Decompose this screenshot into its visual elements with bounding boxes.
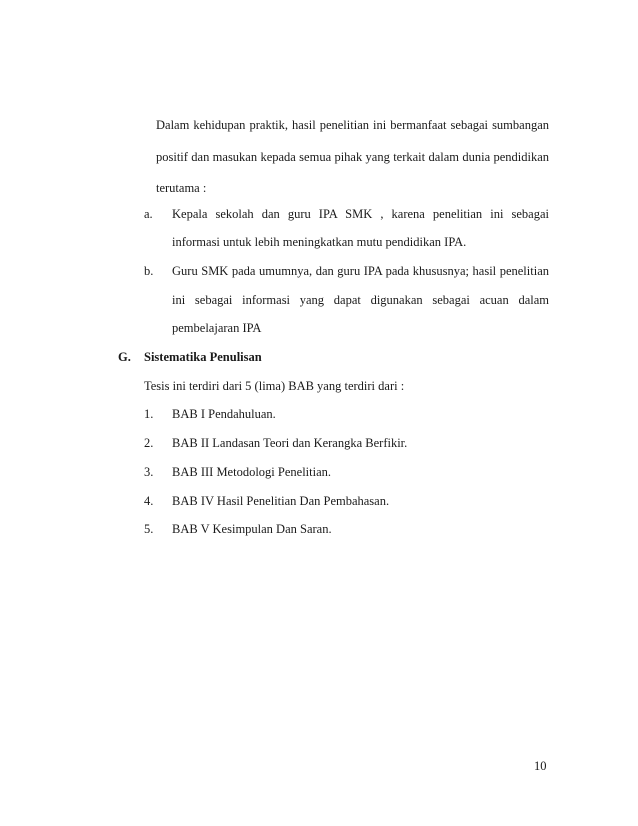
item-number-5: 5.	[144, 522, 154, 536]
item-text-2: BAB II Landasan Teori dan Kerangka Berfikir.	[172, 436, 408, 450]
list-marker-b: b.	[144, 264, 154, 278]
item-number-1: 1.	[144, 407, 154, 421]
intro-line-1: Dalam kehidupan praktik, hasil penelitian ini bermanfaat sebagai sumbangan	[156, 118, 549, 132]
item-text-5: BAB V Kesimpulan Dan Saran.	[172, 522, 332, 536]
list-b-line-3: pembelajaran IPA	[172, 321, 262, 335]
list-b-line-2: ini sebagai informasi yang dapat digunakan sebagai acuan dalam	[172, 293, 549, 307]
item-number-4: 4.	[144, 494, 154, 508]
page-number: 10	[534, 759, 547, 773]
intro-line-3: terutama :	[156, 181, 207, 195]
section-intro: Tesis ini terdiri dari 5 (lima) BAB yang terdiri dari :	[144, 379, 405, 393]
list-b-line-1: Guru SMK pada umumnya, dan guru IPA pada khususnya; hasil penelitian	[172, 264, 549, 278]
section-title: Sistematika Penulisan	[144, 350, 262, 364]
list-a-line-2: informasi untuk lebih meningkatkan mutu pendidikan IPA.	[172, 235, 467, 249]
section-marker: G.	[118, 350, 131, 364]
list-marker-a: a.	[144, 207, 153, 221]
item-number-2: 2.	[144, 436, 154, 450]
item-text-4: BAB IV Hasil Penelitian Dan Pembahasan.	[172, 494, 390, 508]
intro-line-2: positif dan masukan kepada semua pihak yang terkait dalam dunia pendidikan	[156, 150, 549, 164]
list-a-line-1: Kepala sekolah dan guru IPA SMK , karena penelitian ini sebagai	[172, 207, 549, 221]
item-text-3: BAB III Metodologi Penelitian.	[172, 465, 332, 479]
item-text-1: BAB I Pendahuluan.	[172, 407, 276, 421]
item-number-3: 3.	[144, 465, 154, 479]
